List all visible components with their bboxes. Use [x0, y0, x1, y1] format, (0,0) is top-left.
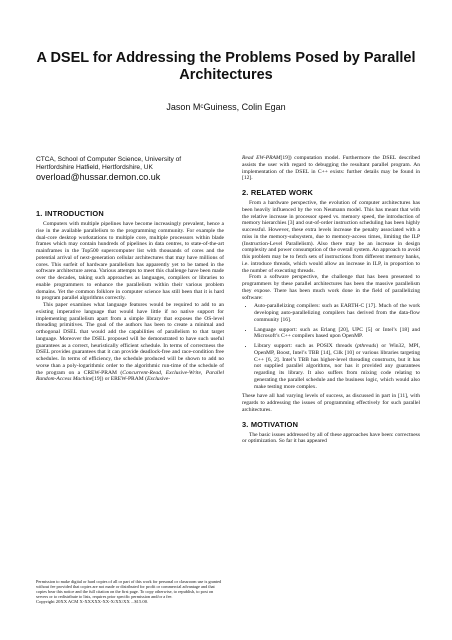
motivation-heading: 3. MOTIVATION — [242, 419, 299, 429]
motivation-paragraph-1: The basic issues addressed by all of these approaches have been: correctness or optimization. So far it has appeared — [242, 431, 420, 445]
permission-notice — [36, 579, 224, 604]
intro-cont-text: [19]) computation model. Furthermore the DSEL described assists the user with regard to debugging the resultant parallel program. An implementation of the DSEL in C++ exists: further details may be found in [12]. — [242, 155, 420, 182]
introduction-paragraph-1: Computers with multiple pipelines have become increasingly prevalent, hence a rise in the available parallelism to the programming community. For example the dual-core desktop workstations to multiple core, multiple processors within blade frames which may contain hundreds of pipelines in data centres, to state-of-the-art mainframes in the Top500 supercomputer list with thousands of cores and the potential arrival of next-generation cellular architectures that may have millions of cores. This surfeit of hardware parallelism has apparently yet to be tamed in the software architecture arena. Various attempts to meet this challenge have been made over the decades, taking such approaches as languages, compilers or libraries to enable programmers to enhance the parallelism within their various problem domains. Yet the common folklore in computer science has still been that it is hard to program parallel algorithms correctly. — [36, 221, 224, 302]
related-work-paragraph-3: These have all had varying levels of success, as discussed in part in [11], with regards to addressing the issues of programming effectively for such parallel architectures. — [242, 393, 420, 413]
intro-p2-text-b: [19]) or EREW-PRAM ( — [92, 376, 147, 383]
paper-title: A DSEL for Addressing the Problems Posed by Parallel Architectures — [36, 50, 416, 83]
related-work-paragraph-1: From a hardware perspective, the evolution of computer architectures has been heavily influenced by the von Neumann model. This has meant that with the relative increase in processor speed vs. memory speed, the introduction of memory hierarchies [3] and out-of-order instruction scheduling has been highly successful. However, these extra levels increase the penalty associated with a miss in the memory-subsystem, due to memory-access times, limiting the ILP (Instruction-Level Parallelism). Also there may be an increase in design complexity and power consumption of the overall system. An approach to avoid this problem may be to fetch sets of instructions from different memory banks, i.e. introduce threads, which would allow an increase in ILP, in proportion to the number of executing threads. — [242, 200, 420, 274]
intro-cont-italic: Read EW-PRAM — [242, 155, 281, 161]
copyright-line: Copyright 20XX ACM X-XXXXX-XX-X/XX/XX ...$15.00. — [36, 599, 149, 605]
related-work-heading: 2. RELATED WORK — [242, 188, 314, 197]
bullet3-text-a: Library support: such as POSIX threads ( — [254, 343, 358, 349]
introduction-paragraph-2 — [36, 302, 224, 383]
author-affiliation — [36, 156, 236, 182]
list-item: • Language support: such as Erlang [20], UPC [5] or Intel’s [18] and Microsoft’s C++ compilers based upon OpenMP. — [254, 327, 420, 341]
left-column — [36, 203, 224, 383]
intro-p2-italic: Concurrent-Read, Exclusive-Write, Parallel Random-Access Machine — [36, 369, 224, 383]
right-column — [242, 155, 420, 445]
affiliation-line-1: CTCA, School of Computer Science, University of — [36, 156, 182, 163]
introduction-continuation — [242, 155, 420, 182]
intro-p2-italic-2: Exclusive- — [146, 376, 171, 383]
author-email: overload@hussar.demon.co.uk — [36, 172, 161, 182]
list-item: • Auto-parallelizing compilers: such as EARTH-C [17]. Much of the work developing auto-parallelizing compilers has derived from the data-flow community [16]. — [254, 303, 420, 323]
bullet3-italic: pthreads — [357, 343, 377, 349]
introduction-heading: 1. INTRODUCTION — [36, 209, 104, 218]
intro-p2-text-a: This paper examines what language features would be required to add to an existing imperative language that would have little if no native support for implementing parallelism apart from a simple library that exposes the OS-level threading primitives. The goal of the authors has been to create a minimal and orthogonal DSEL that would add the capabilities of parallelism to that target language. Moreover the DSEL proposed will be demonstrated to have such useful guarantees as a correct, heuristically efficient schedule. In terms of correctness the DSEL provides guarantees that it can provide deadlock-free and race-condition free schedules. In terms of efficiency, the schedule produced will be shown to add no worse than a poly-logarithmic order to the algorithmic run-time of the schedule of the program on a CREW-PRAM ( — [36, 302, 224, 376]
affiliation-line-2: Hertfordshire Hatfield, Hertfordshire, UK — [36, 164, 153, 171]
permission-text: Permission to make digital or hard copies of all or part of this work for personal or classroom use is granted without fee provided that copies are not made or distributed for profit or commercial advantage and that copies bear this notice and the full citation on the first page. To copy otherwise, to republish, to post on servers or to redistribute to lists, requires prior specific permission and/or a fee. — [36, 579, 222, 600]
list-item — [254, 343, 420, 390]
related-work-list — [242, 303, 420, 390]
paper-authors: Jason MᶜGuiness, Colin Egan — [166, 102, 286, 112]
bullet3-text-b: ) or Win32, MPI, OpenMP, Boost, Intel’s TBB [14], Cilk [10] or various libraries targeting C++ [6, 2]. Intel’s TBB has higher-level threading constructs, but it has not supplied parallel algorithms, nor has it provided any guarantees regarding its library. It also suffers from mixing code relating to generating the parallel schedule and the business logic, which would also make testing more complex. — [254, 343, 420, 390]
related-work-paragraph-2: From a software perspective, the challenge that has been presented to programmers by these parallel architectures has been the massive parallelism they expose. There has been much work done in the field of parallelizing software: — [242, 274, 420, 301]
